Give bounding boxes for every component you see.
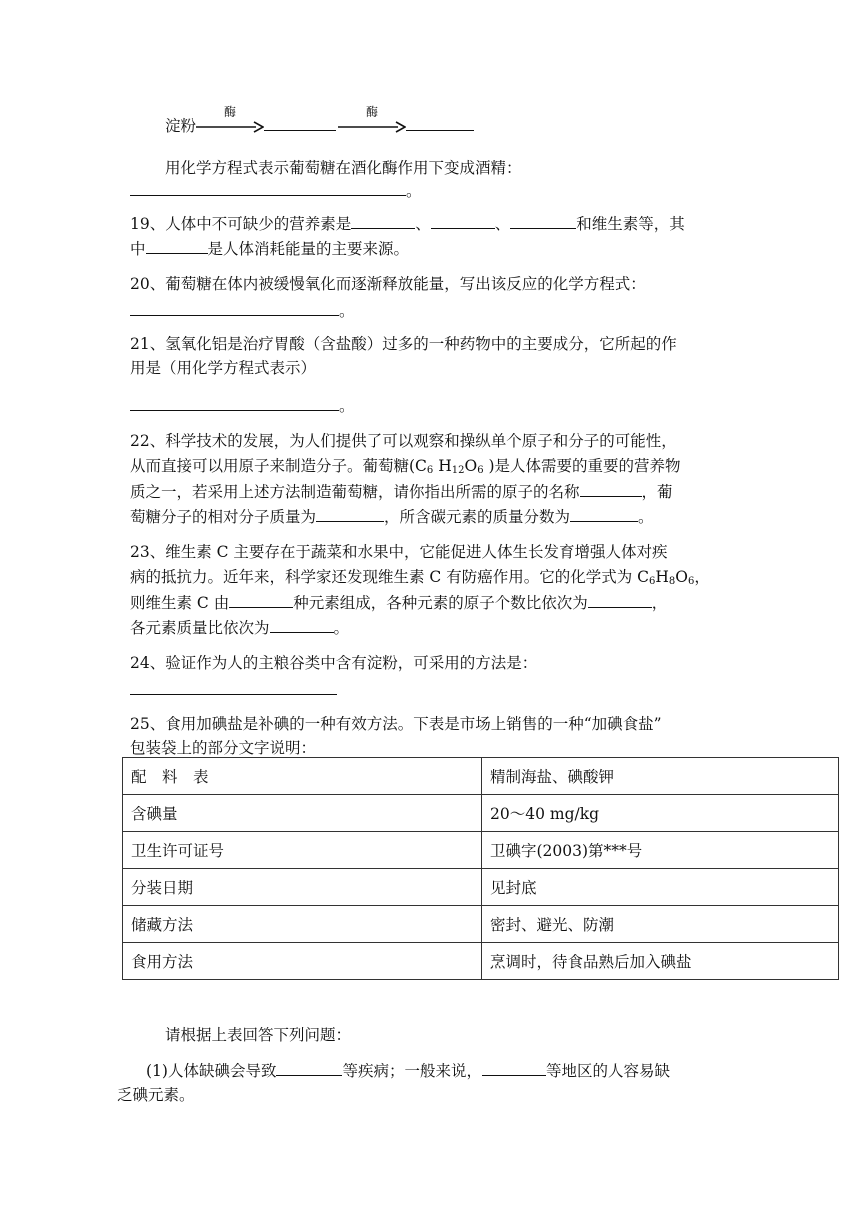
table-row	[123, 906, 839, 943]
blank-18a[interactable]	[264, 114, 336, 131]
blank-22b[interactable]	[316, 505, 384, 522]
table-row	[123, 832, 839, 869]
q20-answer-line: 。	[130, 299, 355, 322]
enzyme-arrow-1	[196, 105, 264, 133]
starch-text: 淀粉	[165, 117, 197, 135]
q22-line4: 萄糖分子的相对分子质量为 ，所含碳元素的质量分数为 。	[130, 505, 654, 528]
q23-line4: 各元素质量比依次为 。	[130, 616, 349, 639]
q23-line3: 则维生素 C 由 种元素组成，各种元素的原子个数比依次为 ，	[130, 591, 667, 614]
enzyme-arrow-2	[338, 105, 406, 133]
q20-line1: 20、葡萄糖在体内被缓慢氧化而逐渐释放能量，写出该反应的化学方程式：	[130, 275, 646, 293]
q25-sub1-line1: (1)人体缺碘会导致 等疾病；一般来说， 等地区的人容易缺	[146, 1059, 670, 1082]
table-row	[123, 943, 839, 980]
q19-line2: 中 是人体消耗能量的主要来源。	[130, 237, 409, 260]
q18-answer-line: 。	[130, 179, 422, 202]
q25-prompt: 请根据上表回答下列问题：	[165, 1026, 352, 1044]
blank-18b[interactable]	[406, 114, 474, 131]
q23-line2: 病的抵抗力。近年来，科学家还发现维生素 C 有防癌作用。它的化学式为 $C_6H_8O_6$，	[130, 568, 710, 587]
q21-answer-line: 。	[130, 394, 355, 417]
table-cell-label: 配 料 表	[123, 758, 482, 795]
blank-19a[interactable]	[351, 212, 415, 229]
table-row	[123, 795, 839, 832]
table-cell-value: 烹调时，待食品熟后加入碘盐	[482, 943, 839, 980]
q23-line1: 23、维生素 C 主要存在于蔬菜和水果中，它能促进人体生长发育增强人体对疾	[130, 543, 668, 561]
table-cell-label: 卫生许可证号	[123, 832, 482, 869]
blank-23b[interactable]	[588, 591, 652, 608]
blank-24[interactable]	[130, 678, 337, 695]
table-cell-value: 20～40 mg/kg	[482, 795, 839, 832]
enzyme-label-1: 酶	[224, 105, 237, 119]
q21-line2: 用是（用化学方程式表示）	[130, 359, 317, 377]
q25-line1: 25、食用加碘盐是补碘的一种有效方法。下表是市场上销售的一种“加碘食盐”	[130, 715, 662, 733]
blank-20[interactable]	[130, 299, 339, 316]
table-cell-value: 见封底	[482, 869, 839, 906]
blank-19d[interactable]	[146, 237, 208, 254]
q22-line1: 22、科学技术的发展，为人们提供了可以观察和操纵单个原子和分子的可能性，	[130, 432, 677, 450]
table-cell-value: 卫碘字(2003)第***号	[482, 832, 839, 869]
blank-25a[interactable]	[276, 1059, 342, 1076]
q24-line1: 24、验证作为人的主粮谷类中含有淀粉，可采用的方法是：	[130, 654, 538, 672]
enzyme-label-2: 酶	[366, 105, 379, 119]
blank-22a[interactable]	[580, 480, 642, 497]
table-cell-label: 分装日期	[123, 869, 482, 906]
blank-18c[interactable]	[130, 179, 406, 196]
table-cell-value: 精制海盐、碘酸钾	[482, 758, 839, 795]
q24-answer-line	[130, 678, 337, 701]
blank-19c[interactable]	[510, 212, 576, 229]
blank-19b[interactable]	[431, 212, 495, 229]
iodized-salt-table	[122, 757, 839, 980]
table-cell-label: 含碘量	[123, 795, 482, 832]
blank-21[interactable]	[130, 394, 339, 411]
table-row	[123, 758, 839, 795]
blank-22c[interactable]	[570, 505, 638, 522]
q21-line1: 21、氢氧化铝是治疗胃酸（含盐酸）过多的一种药物中的主要成分，它所起的作	[130, 335, 677, 353]
starch-reaction-line	[165, 105, 474, 137]
q25-line2: 包装袋上的部分文字说明：	[130, 739, 317, 757]
blank-23c[interactable]	[270, 616, 334, 633]
blank-23a[interactable]	[229, 591, 293, 608]
q25-sub1-line2: 乏碘元素。	[117, 1086, 195, 1104]
table-row	[123, 869, 839, 906]
blank-25b[interactable]	[482, 1059, 546, 1076]
q19-line1: 19、人体中不可缺少的营养素是 、 、 和维生素等，其	[130, 212, 685, 235]
table-cell-label: 储藏方法	[123, 906, 482, 943]
q22-line3: 质之一，若采用上述方法制造葡萄糖，请你指出所需的原子的名称 ，葡	[130, 480, 673, 503]
table-cell-value: 密封、避光、防潮	[482, 906, 839, 943]
q18-intro: 用化学方程式表示葡萄糖在酒化酶作用下变成酒精：	[165, 159, 522, 177]
q22-line2: 从而直接可以用原子来制造分子。葡萄糖($C_6$ $H_{12}O_6$ )是人体需要的重要的营养物	[130, 457, 681, 476]
table-cell-label: 食用方法	[123, 943, 482, 980]
